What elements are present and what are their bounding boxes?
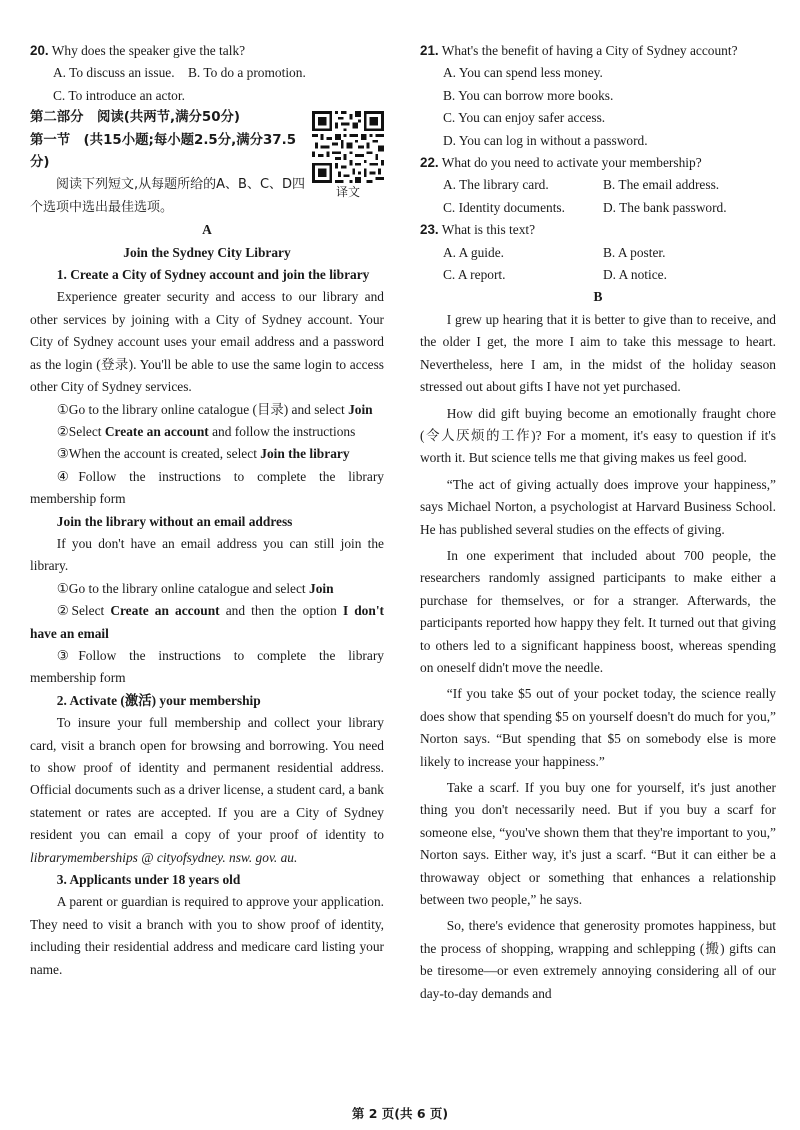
passage-a-heading-3: 3. Applicants under 18 years old [56, 872, 241, 888]
q23-options-row1: A. A guide. B. A poster. [443, 244, 666, 260]
q20-options-row2: C. To introduce an actor. [53, 87, 185, 103]
question-20: 20. Why does the speaker give the talk? [30, 43, 246, 58]
question-21: 21. What's the benefit of having a City of Sydney account? [420, 43, 738, 58]
step-1d: ④Follow the instructions to complete the library membership form [30, 468, 384, 507]
passage-b-para-2: How did gift buying become an emotionally fraught chore (令人厌烦的工作)? For a moment, it's easy to question if it's worth it. But science tells me that giving makes us feel good. [420, 405, 776, 466]
reading-instructions: 阅读下列短文,从每题所给的A、B、C、D四个选项中选出最佳选项。 [30, 177, 306, 215]
passage-b-para-6: Take a scarf. If you buy one for yourself, it's just another thing you don't necessarily need. But if you buy a scarf for someone else, “you've shown them that they're important to you,” Norton says. Either way, it's just a scarf. “But it can either be a throwaway object or something that enhances a relationship between two people,” he says. [420, 780, 776, 908]
q21-option-a: A. You can spend less money. [443, 65, 603, 81]
question-23: 23. What is this text? [420, 222, 536, 238]
q21-option-c: C. You can enjoy safer access. [443, 110, 606, 126]
passage-a-para-3: To insure your full membership and collect your library card, visit a branch open for browsing and borrowing. You need to show proof of identity and permanent residential address. Official documents such as a driver license, a student card, a bank statement or rates are accepted. If you are a City of Sydney resident you can email a copy of your proof of identity to librarymemberships @ cityofsydney. nsw. gov. au. [30, 715, 384, 865]
passage-a-para-2: If you don't have an email address you can still join the library. [30, 535, 384, 574]
library-email: librarymemberships @ cityofsydney. nsw. gov. au. [30, 849, 298, 865]
passage-a-title: Join the Sydney City Library [123, 244, 291, 260]
passage-b-para-4: In one experiment that included about 700 people, the researchers randomly assigned participants to make either a purchase for themselves, or for a stranger. Afterwards, the participants reported how happy they felt. It turned out that giving to others led to a significant happiness boost, whereas spending on oneself didn't move the needle. [420, 547, 776, 675]
part2-title: 第二部分 阅读(共两节,满分50分) [30, 110, 241, 126]
q22-options-row2: C. Identity documents. D. The bank password. [443, 199, 727, 215]
qr-label: 译文 [335, 185, 360, 199]
passage-b-para-5: “If you take $5 out of your pocket today, the science really does show that spending $5 on yourself doesn't do much for you,” Norton says. “But spending that $5 on somebody else is more likely to increase your happiness.” [420, 686, 776, 769]
passage-a-para-1: Experience greater security and access to our library and other services by joining with a City of Sydney account. Your City of Sydney account uses your email address and a password as the login (登录). You'll be able to use the same login to access other City of Sydney services. [30, 289, 384, 395]
qr-code-block [312, 111, 384, 199]
step-2a: ①Go to the library online catalogue and select Join [56, 580, 334, 596]
q23-options-row2: C. A report. D. A notice. [443, 267, 667, 283]
step-2c: ③Follow the instructions to complete the library membership form [30, 647, 384, 686]
passage-a-subheading: Join the library without an email address [56, 513, 293, 529]
passage-b-letter: B [593, 289, 603, 305]
question-22: 22. What do you need to activate your membership? [420, 155, 702, 171]
right-column [420, 40, 776, 1005]
step-1a: ①Go to the library online catalogue (目录) and select Join [56, 401, 373, 417]
step-2b: ②Select Create an account and then the option I don't have an email [30, 603, 384, 641]
q20-options-row1: A. To discuss an issue. B. To do a promotion. [53, 65, 306, 81]
passage-b-para-3: “The act of giving actually does improve your happiness,” says Michael Norton, a psychologist at Harvard Business School. He has published several studies on the effects of giving. [420, 476, 776, 537]
passage-a-heading-1: 1. Create a City of Sydney account and join the library [56, 267, 370, 283]
step-1b: ②Select Create an account and follow the instructions [56, 423, 356, 439]
passage-a-heading-2: 2. Activate (激活) your membership [56, 692, 261, 708]
qr-code-icon [312, 111, 384, 183]
q21-option-d: D. You can log in without a password. [443, 132, 648, 148]
passage-a-letter: A [202, 222, 212, 238]
q22-options-row1: A. The library card. B. The email address. [443, 177, 720, 193]
step-1c: ③When the account is created, select Join the library [56, 446, 350, 462]
passage-b-para-7: So, there's evidence that generosity promotes happiness, but the process of shopping, wrapping and schlepping (搬) gifts can be tiresome—or even extremely annoying considering all of our day-to-day demands and [420, 918, 776, 1001]
section1-title: 第一节 (共15小题;每小题2.5分,满分37.5分) [30, 132, 297, 171]
passage-a-para-4: A parent or guardian is required to approve your application. They need to visit a branch with you to show proof of identity, including their residential address and medicare card listing your name. [30, 894, 384, 977]
passage-b-para-1: I grew up hearing that it is better to give than to receive, and the older I get, the more I aim to take this message to heart. Nevertheless, here I am, in the midst of the holiday season stressed out about gifts I have not yet purchased. [420, 311, 776, 395]
q21-option-b: B. You can borrow more books. [443, 87, 614, 103]
page-footer: 第 2 页(共 6 页) [351, 1106, 449, 1121]
